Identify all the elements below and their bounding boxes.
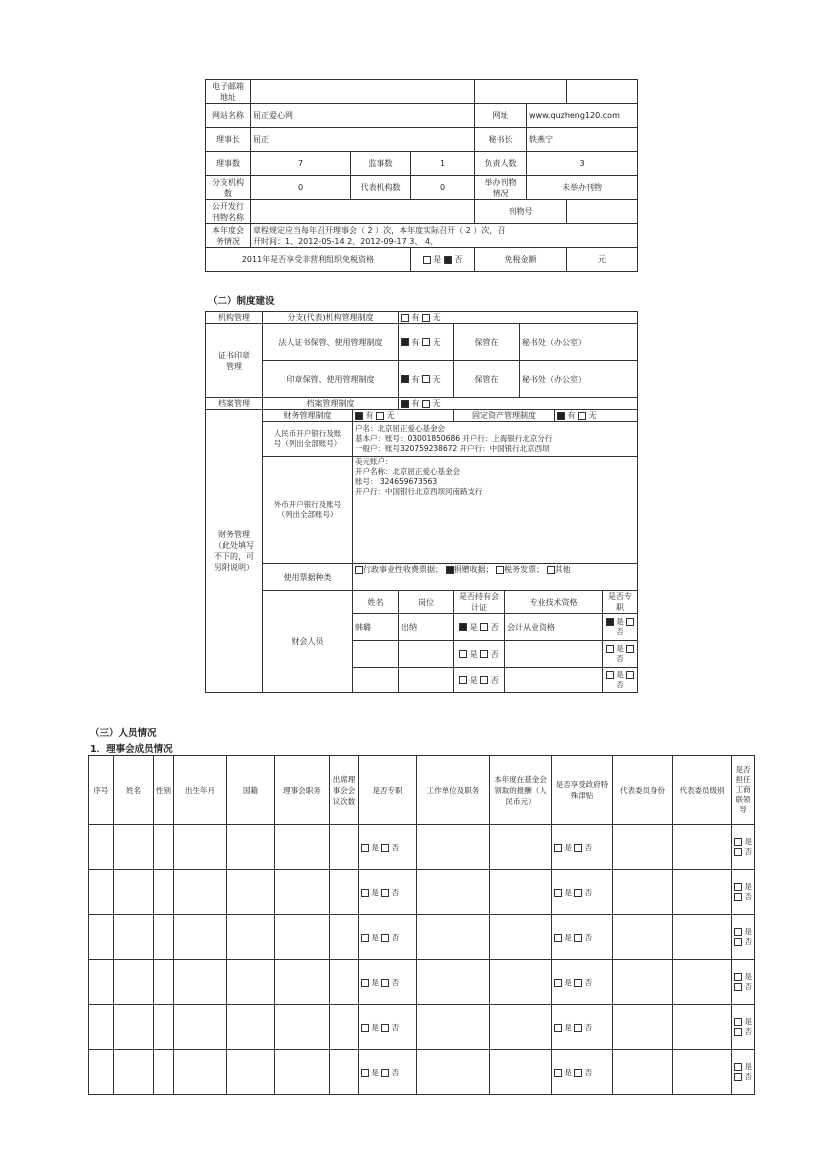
seal-no-checkbox[interactable] bbox=[422, 375, 430, 383]
archive-mgmt-label: 档案管理 bbox=[206, 398, 263, 410]
archive-yes-checkbox[interactable] bbox=[401, 400, 409, 408]
board-cell bbox=[154, 1050, 174, 1095]
board-cell bbox=[275, 1005, 330, 1050]
header-allowance: 是否享受政府特殊津贴 bbox=[552, 756, 613, 825]
publication-label: 举办刊物 情况 bbox=[475, 176, 527, 200]
board-member-row bbox=[89, 915, 755, 960]
website-label: 网址 bbox=[475, 104, 527, 128]
fulltime-choice: 是 否 bbox=[359, 960, 417, 1005]
federation-choice: 是 否 bbox=[732, 1005, 755, 1050]
seal-yes-checkbox[interactable] bbox=[401, 375, 409, 383]
board-cell bbox=[490, 825, 552, 870]
staff-header-post: 岗位 bbox=[399, 591, 454, 614]
asset-system-label: 固定资产管理制度 bbox=[454, 410, 555, 422]
allowance-choice: 是 否 bbox=[552, 1050, 613, 1095]
finance-yes-checkbox[interactable] bbox=[355, 412, 363, 420]
branch-system-choice: 有 无 bbox=[399, 312, 638, 324]
staff-qual: 会计从业资格 bbox=[505, 614, 603, 641]
board-cell bbox=[174, 1050, 227, 1095]
email-value bbox=[251, 80, 475, 104]
board-cell bbox=[174, 870, 227, 915]
board-cell bbox=[673, 1005, 732, 1050]
finance-no-checkbox[interactable] bbox=[376, 412, 384, 420]
board-cell bbox=[89, 825, 114, 870]
header-birth: 出生年月 bbox=[174, 756, 227, 825]
cert-keeper-value: 秘书处（办公室） bbox=[520, 324, 638, 361]
board-cell bbox=[174, 825, 227, 870]
allowance-choice: 是 否 bbox=[552, 960, 613, 1005]
fulltime-choice: 是 否 bbox=[359, 1005, 417, 1050]
federation-choice: 是 否 bbox=[732, 960, 755, 1005]
cert-no-checkbox[interactable] bbox=[422, 338, 430, 346]
board-cell bbox=[673, 960, 732, 1005]
board-cell bbox=[227, 870, 275, 915]
section3-title: （三）人员情况 bbox=[90, 728, 157, 739]
board-cell bbox=[490, 1050, 552, 1095]
staff-cert: 是 否 bbox=[454, 641, 505, 668]
asset-no-checkbox[interactable] bbox=[578, 412, 586, 420]
bill-label: 使用票据种类 bbox=[263, 564, 353, 591]
allowance-choice: 是 否 bbox=[552, 825, 613, 870]
board-cell bbox=[417, 1050, 490, 1095]
rep-count-value: 0 bbox=[411, 176, 475, 200]
public-pub-label: 公开发行 刊物名称 bbox=[206, 200, 251, 224]
staff-name bbox=[353, 668, 399, 693]
board-cell bbox=[174, 915, 227, 960]
board-cell bbox=[227, 825, 275, 870]
seal-keeper-label: 保管在 bbox=[454, 361, 520, 398]
staff-cert: 是 否 bbox=[454, 668, 505, 693]
bill-donation-checkbox[interactable] bbox=[446, 566, 454, 574]
board-cell bbox=[275, 870, 330, 915]
board-cell bbox=[330, 915, 359, 960]
federation-choice: 是 否 bbox=[732, 825, 755, 870]
fulltime-choice: 是 否 bbox=[359, 870, 417, 915]
board-cell bbox=[417, 960, 490, 1005]
board-cell bbox=[613, 825, 673, 870]
supervisors-count-label: 监事数 bbox=[351, 152, 411, 176]
staff-label: 财会人员 bbox=[263, 591, 353, 693]
board-cell bbox=[673, 825, 732, 870]
board-cell bbox=[174, 1005, 227, 1050]
staff-header-qual: 专业技术资格 bbox=[505, 591, 603, 614]
board-cell bbox=[154, 870, 174, 915]
board-cell bbox=[89, 915, 114, 960]
publication-value: 未举办刊物 bbox=[527, 176, 638, 200]
rmb-bank-label: 人民币开户银行及账 号（列出全部账号） bbox=[263, 422, 353, 457]
header-pay: 本年度在基金会领取的报酬（人民币元） bbox=[490, 756, 552, 825]
staff-post bbox=[399, 641, 454, 668]
board-cell bbox=[154, 825, 174, 870]
board-cell bbox=[490, 915, 552, 960]
board-member-row bbox=[89, 825, 755, 870]
board-cell bbox=[490, 960, 552, 1005]
website-value: www.quzheng120.com bbox=[527, 104, 638, 128]
finance-mgmt-label: 财务管理 （此处填写 不下的，可 另附说明） bbox=[206, 410, 263, 693]
allowance-choice: 是 否 bbox=[552, 915, 613, 960]
cert-keep-choice: 有 无 bbox=[399, 324, 454, 361]
board-cell bbox=[174, 960, 227, 1005]
board-cell bbox=[89, 1050, 114, 1095]
responsible-count-label: 负责人数 bbox=[475, 152, 527, 176]
fulltime-choice: 是 否 bbox=[359, 915, 417, 960]
board-cell bbox=[114, 960, 154, 1005]
staff-post: 出纳 bbox=[399, 614, 454, 641]
seal-keep-choice: 有 无 bbox=[399, 361, 454, 398]
federation-choice: 是 否 bbox=[732, 915, 755, 960]
board-cell bbox=[330, 825, 359, 870]
board-cell bbox=[89, 870, 114, 915]
branch-count-label: 分支机构 数 bbox=[206, 176, 251, 200]
tax-label: 2011年是否享受非营利组织免税资格 bbox=[206, 248, 411, 272]
meeting-text: 章程规定应当每年召开理事会（ 2 ）次，本年度实际召开（ 2 ）次，召 开时间：1、2012-05-14 2、2012-09-17 3、 4、 bbox=[251, 224, 638, 248]
header-fulltime: 是否专职 bbox=[359, 756, 417, 825]
board-cell bbox=[227, 1050, 275, 1095]
tax-yes-checkbox[interactable] bbox=[423, 256, 431, 264]
board-member-row bbox=[89, 870, 755, 915]
staff-header-cert: 是否持有会计证 bbox=[454, 591, 505, 614]
allowance-choice: 是 否 bbox=[552, 1005, 613, 1050]
header-attendance: 出席理事会会议次数 bbox=[330, 756, 359, 825]
header-nationality: 国籍 bbox=[227, 756, 275, 825]
header-federation: 是否担任工商联领导 bbox=[732, 756, 755, 825]
staff-post bbox=[399, 668, 454, 693]
branch-yes-checkbox[interactable] bbox=[401, 314, 409, 322]
org-mgmt-label: 机构管理 bbox=[206, 312, 263, 324]
staff-cert: 是 否 bbox=[454, 614, 505, 641]
fx-bank-value: 美元账户： 开户名称：北京屈正爱心基金会 账号： 324659673563 开户行：中国银行北京西坝河南路支行 bbox=[353, 457, 638, 564]
board-cell bbox=[330, 1005, 359, 1050]
staff-header-name: 姓名 bbox=[353, 591, 399, 614]
board-cell bbox=[673, 1050, 732, 1095]
cert-keep-label: 法人证书保管、使用管理制度 bbox=[263, 324, 399, 361]
board-cell bbox=[330, 960, 359, 1005]
board-cell bbox=[490, 870, 552, 915]
board-cell bbox=[673, 915, 732, 960]
secretary-label: 秘书长 bbox=[475, 128, 527, 152]
cert-mgmt-label: 证书印章 管理 bbox=[206, 324, 263, 398]
website-name-label: 网站名称 bbox=[206, 104, 251, 128]
header-name: 姓名 bbox=[114, 756, 154, 825]
header-seq: 序号 bbox=[89, 756, 114, 825]
staff-fulltime: 是 否 bbox=[603, 668, 638, 693]
board-cell bbox=[330, 870, 359, 915]
bill-admin-checkbox[interactable] bbox=[355, 566, 363, 574]
federation-choice: 是 否 bbox=[732, 870, 755, 915]
board-cell bbox=[154, 915, 174, 960]
bill-tax-checkbox[interactable] bbox=[496, 566, 504, 574]
branch-count-value: 0 bbox=[251, 176, 351, 200]
finance-system-label: 财务管理制度 bbox=[263, 410, 353, 422]
directors-count-label: 理事数 bbox=[206, 152, 251, 176]
header-delegate: 代表委员身份 bbox=[613, 756, 673, 825]
finance-system-choice: 有 无 bbox=[353, 410, 454, 422]
board-cell bbox=[613, 960, 673, 1005]
chairman-value: 屈正 bbox=[251, 128, 475, 152]
board-cell bbox=[154, 1005, 174, 1050]
chairman-label: 理事长 bbox=[206, 128, 251, 152]
email-label: 电子邮箱 地址 bbox=[206, 80, 251, 104]
board-cell bbox=[114, 825, 154, 870]
section2-title: （二）制度建设 bbox=[208, 296, 275, 307]
website-name-value: 屈正爱心网 bbox=[251, 104, 475, 128]
board-cell bbox=[490, 1005, 552, 1050]
staff-header-fulltime: 是否专职 bbox=[603, 591, 638, 614]
supervisors-count-value: 1 bbox=[411, 152, 475, 176]
board-members-table bbox=[88, 755, 755, 1095]
public-pub-value bbox=[251, 200, 475, 224]
bill-other-checkbox[interactable] bbox=[547, 566, 555, 574]
board-cell bbox=[613, 915, 673, 960]
board-member-row bbox=[89, 960, 755, 1005]
staff-qual bbox=[505, 668, 603, 693]
board-cell bbox=[227, 960, 275, 1005]
branch-no-checkbox[interactable] bbox=[422, 314, 430, 322]
board-cell bbox=[89, 1005, 114, 1050]
tax-no-checkbox[interactable] bbox=[444, 256, 452, 264]
asset-system-choice: 有 无 bbox=[555, 410, 638, 422]
board-cell bbox=[275, 915, 330, 960]
board-cell bbox=[275, 960, 330, 1005]
board-cell bbox=[417, 915, 490, 960]
cert-yes-checkbox[interactable] bbox=[401, 338, 409, 346]
board-cell bbox=[114, 1005, 154, 1050]
rmb-bank-value: 户名：北京屈正爱心基金会 基本户：账号：03001850686 开户行：上海银行北京分行 一般户：账号320759238672 开户行：中国银行北京西坝 bbox=[353, 422, 638, 457]
board-cell bbox=[417, 1005, 490, 1050]
archive-system-label: 档案管理制度 bbox=[263, 398, 399, 410]
branch-system-label: 分支(代表)机构管理制度 bbox=[263, 312, 399, 324]
system-table bbox=[205, 311, 638, 693]
secretary-value: 轶燕宁 bbox=[527, 128, 638, 152]
board-cell bbox=[154, 960, 174, 1005]
board-cell bbox=[275, 1050, 330, 1095]
board-cell bbox=[613, 870, 673, 915]
board-cell bbox=[673, 870, 732, 915]
staff-fulltime: 是 否 bbox=[603, 614, 638, 641]
tax-amount-label: 免税金额 bbox=[475, 248, 567, 272]
header-employer: 工作单位及职务 bbox=[417, 756, 490, 825]
board-cell bbox=[227, 915, 275, 960]
tax-choice: 是 否 bbox=[411, 248, 475, 272]
meeting-label: 本年度会 务情况 bbox=[206, 224, 251, 248]
board-cell bbox=[89, 960, 114, 1005]
board-member-row bbox=[89, 1050, 755, 1095]
basic-info-table bbox=[205, 79, 638, 272]
section3-subtitle: 1．理事会成员情况 bbox=[90, 744, 173, 755]
archive-system-choice: 有 无 bbox=[399, 398, 638, 410]
cert-keeper-label: 保管在 bbox=[454, 324, 520, 361]
staff-fulltime: 是 否 bbox=[603, 641, 638, 668]
board-cell bbox=[613, 1050, 673, 1095]
header-gender: 性别 bbox=[154, 756, 174, 825]
board-cell bbox=[330, 1050, 359, 1095]
board-cell bbox=[275, 825, 330, 870]
staff-name bbox=[353, 641, 399, 668]
staff-qual bbox=[505, 641, 603, 668]
directors-count-value: 7 bbox=[251, 152, 351, 176]
board-cell bbox=[417, 825, 490, 870]
board-cell bbox=[114, 870, 154, 915]
header-delegate-level: 代表委员级别 bbox=[673, 756, 732, 825]
responsible-count-value: 3 bbox=[527, 152, 638, 176]
archive-no-checkbox[interactable] bbox=[422, 400, 430, 408]
seal-keep-label: 印章保管、使用管理制度 bbox=[263, 361, 399, 398]
fx-bank-label: 外币开户银行及账号 （列出全部账号） bbox=[263, 457, 353, 564]
staff-name: 韩璐 bbox=[353, 614, 399, 641]
board-member-row bbox=[89, 1005, 755, 1050]
board-cell bbox=[417, 870, 490, 915]
board-cell bbox=[114, 1050, 154, 1095]
tax-amount-unit: 元 bbox=[567, 248, 638, 272]
seal-keeper-value: 秘书处（办公室） bbox=[520, 361, 638, 398]
federation-choice: 是 否 bbox=[732, 1050, 755, 1095]
asset-yes-checkbox[interactable] bbox=[557, 412, 565, 420]
bill-options: 行政事业性收费票据； 捐赠收据； 税务发票； 其他 bbox=[353, 564, 638, 591]
pub-no-value bbox=[567, 200, 638, 224]
board-cell bbox=[227, 1005, 275, 1050]
board-cell bbox=[613, 1005, 673, 1050]
header-board-role: 理事会职务 bbox=[275, 756, 330, 825]
board-cell bbox=[114, 915, 154, 960]
rep-count-label: 代表机构数 bbox=[351, 176, 411, 200]
pub-no-label: 刊物号 bbox=[475, 200, 567, 224]
allowance-choice: 是 否 bbox=[552, 870, 613, 915]
fulltime-choice: 是 否 bbox=[359, 1050, 417, 1095]
fulltime-choice: 是 否 bbox=[359, 825, 417, 870]
